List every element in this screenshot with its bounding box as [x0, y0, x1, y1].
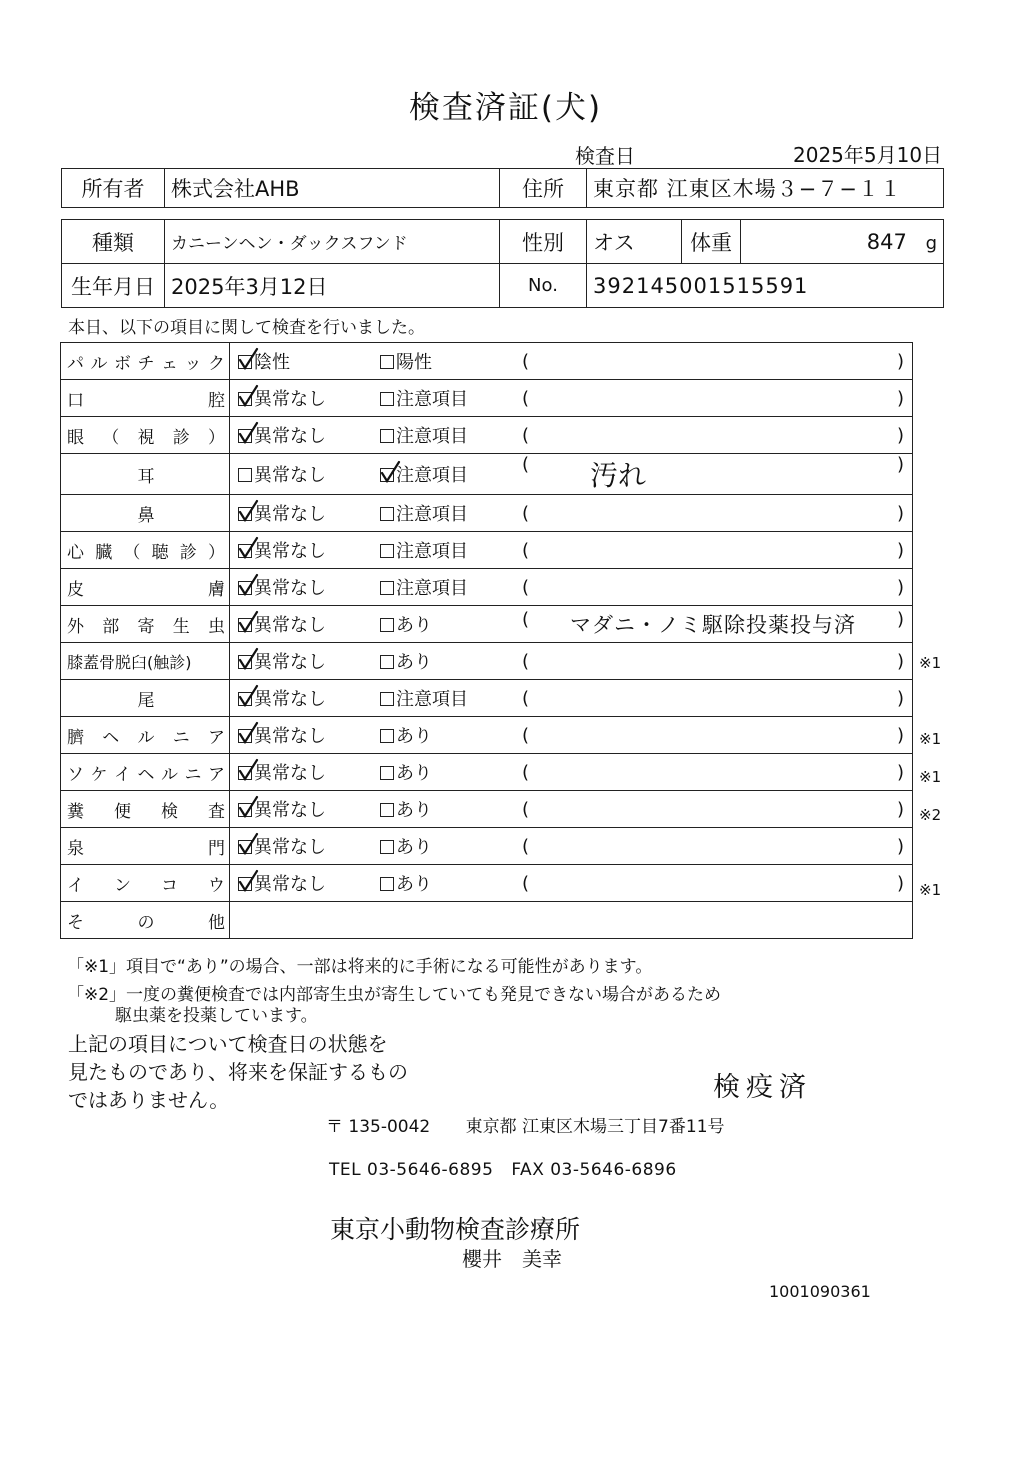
- option-flag[interactable]: [380, 495, 514, 532]
- option-normal[interactable]: [230, 380, 381, 417]
- checkmark-icon: [237, 499, 259, 523]
- table-row: [61, 495, 913, 532]
- comment-cell: ( 汚れ ): [514, 454, 913, 495]
- item-label-cell: [61, 569, 230, 606]
- checkbox[interactable]: [380, 692, 394, 706]
- option-label: 異常なし: [254, 389, 326, 410]
- option-normal[interactable]: [230, 791, 381, 828]
- option-label: 異常なし: [254, 615, 326, 636]
- breed-value: カニーンヘン・ダックスフンド: [165, 220, 500, 264]
- comment-cell: ( ): [514, 380, 913, 417]
- option-label: あり: [396, 652, 432, 673]
- checkbox[interactable]: [238, 840, 252, 854]
- checkmark-icon: [237, 758, 259, 782]
- item-label-cell: [61, 495, 230, 532]
- declaration-line: 見たものであり、将来を保証するもの: [68, 1060, 408, 1084]
- sex-label: 性別: [500, 220, 587, 264]
- checkbox[interactable]: [380, 507, 394, 521]
- item-label: ソ ケ イ ヘ ル ニ ア: [67, 764, 225, 785]
- checkbox[interactable]: [380, 655, 394, 669]
- item-label-cell: [61, 754, 230, 791]
- option-label: 注意項目: [396, 426, 468, 447]
- checkbox[interactable]: [380, 355, 394, 369]
- weight-unit: g: [925, 232, 937, 254]
- option-label: 注意項目: [396, 465, 468, 486]
- comment-cell: ( ): [514, 865, 913, 902]
- item-label-cell: [61, 717, 230, 754]
- declaration-line: ではありません。: [68, 1088, 230, 1112]
- option-label: 異常なし: [254, 726, 326, 747]
- table-row: [61, 865, 913, 902]
- address-label: 住所: [500, 169, 587, 208]
- comment-cell: ( ): [514, 643, 913, 680]
- option-label: 注意項目: [396, 578, 468, 599]
- item-label: 鼻: [137, 505, 155, 526]
- comment-cell: ( ): [514, 717, 913, 754]
- address-value: 東京都 江東区木場３−７−１１: [587, 169, 944, 208]
- comment-cell: ( ): [514, 791, 913, 828]
- option-label: 異常なし: [254, 874, 326, 895]
- checkmark-icon: [237, 795, 259, 819]
- note-1: 「※1」項目で“あり”の場合、一部は将来的に手術になる可能性があります。: [67, 957, 653, 977]
- option-label: 異常なし: [254, 541, 326, 562]
- vet-name: 櫻井 美幸: [462, 1247, 562, 1271]
- comment-cell: ( ): [514, 532, 913, 569]
- item-label-cell: [61, 380, 230, 417]
- intro-text: 本日、以下の項目に関して検査を行いました。: [68, 318, 425, 338]
- comment-cell: ( ): [514, 343, 913, 380]
- item-label-cell: [61, 643, 230, 680]
- table-row: [61, 902, 913, 939]
- exam-items-table: [60, 342, 913, 939]
- option-normal[interactable]: [230, 569, 381, 606]
- checkbox[interactable]: [380, 766, 394, 780]
- comment-cell: ( ): [514, 569, 913, 606]
- animal-table: [61, 219, 944, 308]
- birth-label: 生年月日: [62, 264, 165, 308]
- checkbox[interactable]: [380, 618, 394, 632]
- checkbox[interactable]: [238, 692, 252, 706]
- clinic-address-line: [326, 1112, 725, 1137]
- item-label: 臍 ヘ ル ニ ア: [67, 727, 225, 748]
- item-label: 泉 門: [67, 838, 225, 859]
- table-row: [61, 417, 913, 454]
- declaration: [68, 1030, 408, 1114]
- no-label: No.: [500, 264, 587, 308]
- exam-date: 2025年5月10日: [793, 143, 943, 167]
- note-2-continued: 駆虫薬を投薬しています。: [115, 1006, 318, 1026]
- checkmark-icon: [237, 384, 259, 408]
- option-label: あり: [396, 726, 432, 747]
- option-flag[interactable]: [380, 569, 514, 606]
- checkmark-icon: [237, 421, 259, 445]
- option-label: 異常なし: [254, 504, 326, 525]
- checkbox[interactable]: [380, 803, 394, 817]
- postal-code: 〒 135-0042: [326, 1117, 431, 1137]
- checkmark-icon: [237, 573, 259, 597]
- option-label: あり: [396, 763, 432, 784]
- option-flag[interactable]: [380, 532, 514, 569]
- footnote-marker: ※1: [919, 654, 942, 673]
- checkbox[interactable]: [380, 392, 394, 406]
- option-flag[interactable]: [380, 791, 514, 828]
- option-normal[interactable]: [230, 717, 381, 754]
- no-value: 392145001515591: [587, 264, 944, 308]
- option-label: 陰性: [254, 352, 290, 373]
- checkmark-icon: [237, 347, 259, 371]
- owner-table: [61, 168, 944, 208]
- option-normal[interactable]: [230, 606, 381, 643]
- table-row: [61, 643, 913, 680]
- option-label: 異常なし: [254, 652, 326, 673]
- checkbox[interactable]: [238, 766, 252, 780]
- option-normal[interactable]: [230, 828, 381, 865]
- option-normal[interactable]: [230, 643, 381, 680]
- option-flag[interactable]: [380, 680, 514, 717]
- checkmark-icon: [237, 610, 259, 634]
- table-row: [61, 606, 913, 643]
- footnote-marker: ※1: [919, 881, 942, 900]
- checkbox[interactable]: [380, 877, 394, 891]
- checkbox[interactable]: [238, 392, 252, 406]
- checkbox[interactable]: [380, 429, 394, 443]
- checkmark-icon: [237, 869, 259, 893]
- checkmark-icon: [237, 536, 259, 560]
- item-label-cell: [61, 791, 230, 828]
- item-label-cell: [61, 454, 230, 495]
- checkbox[interactable]: [238, 729, 252, 743]
- table-row: [61, 380, 913, 417]
- other-label: そ の 他: [67, 912, 225, 933]
- item-label-cell: [61, 417, 230, 454]
- option-flag[interactable]: [380, 865, 514, 902]
- option-flag[interactable]: [380, 454, 514, 495]
- checkbox[interactable]: [238, 618, 252, 632]
- item-label: イ ン コ ウ: [67, 875, 225, 896]
- other-label-cell: [61, 902, 230, 939]
- option-label: 異常なし: [254, 426, 326, 447]
- tel-number: TEL 03-5646-6895: [329, 1160, 494, 1180]
- option-label: あり: [396, 615, 432, 636]
- option-normal[interactable]: [230, 454, 381, 495]
- checkmark-icon: [237, 684, 259, 708]
- table-row: [61, 791, 913, 828]
- item-label: パ ル ボ チ ェ ッ ク: [67, 353, 225, 374]
- table-row: [61, 569, 913, 606]
- checkbox[interactable]: [380, 840, 394, 854]
- quarantine-stamp: 検疫済: [713, 1072, 812, 1103]
- footnote-marker: ※1: [919, 730, 942, 748]
- item-label: 心 臓 （ 聴 診 ）: [67, 542, 225, 563]
- item-label-cell: [61, 532, 230, 569]
- checkmark-icon: [379, 460, 401, 484]
- item-label-cell: [61, 865, 230, 902]
- checkmark-icon: [237, 647, 259, 671]
- comment-cell: ( ): [514, 754, 913, 791]
- option-label: 異常なし: [254, 578, 326, 599]
- comment-cell: ( ): [514, 680, 913, 717]
- option-normal[interactable]: [230, 495, 381, 532]
- item-label-cell: [61, 828, 230, 865]
- exam-date-label: 検査日: [575, 144, 635, 168]
- option-flag[interactable]: [380, 828, 514, 865]
- option-flag[interactable]: [380, 643, 514, 680]
- comment-cell: ( ): [514, 495, 913, 532]
- breed-label: 種類: [62, 220, 165, 264]
- checkmark-icon: [237, 721, 259, 745]
- checkbox[interactable]: [238, 544, 252, 558]
- document-number: 1001090361: [769, 1282, 871, 1301]
- option-label: あり: [396, 874, 432, 895]
- checkbox[interactable]: [238, 803, 252, 817]
- item-label: 外 部 寄 生 虫: [67, 616, 225, 637]
- item-label: 眼 （ 視 診 ）: [67, 427, 225, 448]
- declaration-line: 上記の項目について検査日の状態を: [68, 1032, 388, 1056]
- option-flag[interactable]: [380, 417, 514, 454]
- item-label: 尾: [137, 690, 155, 711]
- page-title: 検査済証(犬): [408, 90, 603, 126]
- weight-label: 体重: [682, 220, 741, 264]
- option-normal[interactable]: [230, 417, 381, 454]
- checkbox[interactable]: [238, 877, 252, 891]
- option-flag[interactable]: [380, 606, 514, 643]
- option-label: 異常なし: [254, 465, 326, 486]
- checkbox[interactable]: [380, 544, 394, 558]
- checkbox[interactable]: [238, 581, 252, 595]
- clinic-name: 東京小動物検査診療所: [330, 1215, 581, 1244]
- comment-cell: ( ): [514, 828, 913, 865]
- option-label: 異常なし: [254, 689, 326, 710]
- table-row: [61, 454, 913, 495]
- option-label: 異常なし: [254, 800, 326, 821]
- table-row: [61, 532, 913, 569]
- item-label-cell: [61, 606, 230, 643]
- option-normal[interactable]: [230, 680, 381, 717]
- comment-text: マダニ・ノミ駆除投薬投与済: [570, 613, 856, 637]
- option-flag[interactable]: [380, 717, 514, 754]
- checkbox[interactable]: [238, 355, 252, 369]
- checkbox[interactable]: [380, 581, 394, 595]
- option-flag[interactable]: [380, 343, 514, 380]
- comment-cell: ( ): [514, 417, 913, 454]
- owner-label: 所有者: [62, 169, 165, 208]
- contact-line: [329, 1160, 677, 1180]
- table-row: [61, 717, 913, 754]
- option-label: 異常なし: [254, 837, 326, 858]
- fax-number: FAX 03-5646-6896: [511, 1160, 677, 1180]
- table-row: [61, 680, 913, 717]
- checkbox[interactable]: [380, 468, 394, 482]
- sex-value: オス: [587, 220, 682, 264]
- option-normal[interactable]: [230, 343, 381, 380]
- checkbox[interactable]: [238, 468, 252, 482]
- birth-value: 2025年3月12日: [165, 264, 500, 308]
- option-label: 注意項目: [396, 504, 468, 525]
- table-row: [61, 754, 913, 791]
- option-label: 注意項目: [396, 389, 468, 410]
- item-label: 糞 便 検 査: [67, 801, 225, 822]
- checkbox[interactable]: [238, 429, 252, 443]
- other-input[interactable]: [230, 902, 913, 939]
- item-label: 口 腔: [67, 390, 225, 411]
- option-label: 異常なし: [254, 763, 326, 784]
- clinic-address: 東京都 江東区木場三丁目7番11号: [465, 1117, 725, 1137]
- checkmark-icon: [237, 832, 259, 856]
- weight-value: 847: [866, 229, 907, 254]
- comment-cell: ( マダニ・ノミ駆除投薬投与済 ): [514, 606, 913, 643]
- option-normal[interactable]: [230, 865, 381, 902]
- item-label: 膝蓋骨脱臼(触診): [67, 652, 192, 672]
- footnote-marker: ※2: [919, 805, 942, 824]
- option-label: あり: [396, 837, 432, 858]
- option-label: 注意項目: [396, 689, 468, 710]
- option-flag[interactable]: [380, 380, 514, 417]
- table-row: [61, 828, 913, 865]
- item-label: 耳: [137, 466, 155, 487]
- item-label-cell: [61, 680, 230, 717]
- option-label: 陽性: [396, 352, 432, 373]
- option-normal[interactable]: [230, 532, 381, 569]
- option-label: あり: [396, 800, 432, 821]
- comment-text: 汚れ: [589, 459, 646, 492]
- option-flag[interactable]: [380, 754, 514, 791]
- footnote-marker: ※1: [919, 767, 942, 786]
- option-label: 注意項目: [396, 541, 468, 562]
- weight-cell: [741, 220, 944, 264]
- table-row: [61, 343, 913, 380]
- option-normal[interactable]: [230, 754, 381, 791]
- checkbox[interactable]: [380, 729, 394, 743]
- item-label: 皮 膚: [67, 579, 225, 600]
- checkbox[interactable]: [238, 655, 252, 669]
- checkbox[interactable]: [238, 507, 252, 521]
- item-label-cell: [61, 343, 230, 380]
- owner-value: 株式会社AHB: [165, 169, 500, 208]
- note-2: 「※2」一度の糞便検査では内部寄生虫が寄生していても発見できない場合があるため: [67, 985, 722, 1005]
